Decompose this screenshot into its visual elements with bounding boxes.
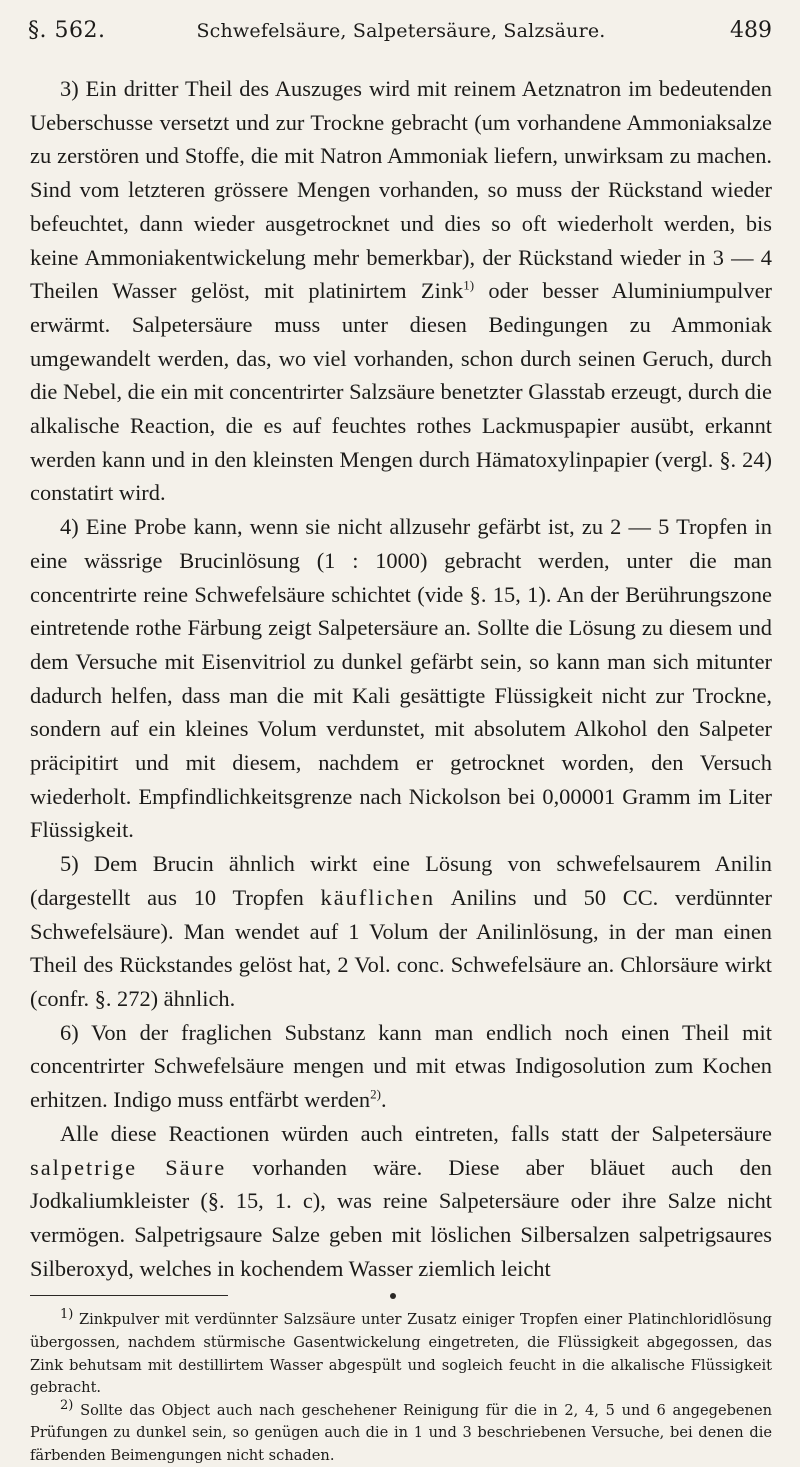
main-text [30, 72, 772, 1285]
section-number: §. 562. [28, 18, 106, 43]
paragraph-4: 4) Eine Probe kann, wenn sie nicht allzusehr gefärbt ist, zu 2 — 5 Tropfen in eine wässrige Brucinlösung (1 : 1000) gebracht werden, unter die man concentrirte reine Schwefelsäure schichtet (vide §. 15, 1). An der Berührungszone eintretende rothe Färbung zeigt Salpetersäure an. Sollte die Lösung zu diesem und dem Versuche mit Eisenvitriol zu dunkel gefärbt sein, so kann man sich mitunter dadurch helfen, dass man die mit Kali gesättigte Flüssigkeit nicht zur Trockne, sondern auf ein kleines Volum verdunstet, mit absolutem Alkohol den Salpeter präcipitirt und mit diesem, nachdem er getrocknet worden, den Versuch wiederholt. Empfindlichkeitsgrenze nach Nickolson bei 0,00001 Gramm im Liter Flüssigkeit. [30, 514, 772, 843]
footnote-2: $^{2)}$ Sollte das Object auch nach geschehener Reinigung für die in 2, 4, 5 und 6 angegebenen Prüfungen zu dunkel sein, so genügen auch die in 1 und 3 beschriebenen Versuche, bei denen die färbenden Beimengungen nicht schaden. [30, 1397, 772, 1464]
footnote-1: $^{1)}$ Zinkpulver mit verdünnter Salzsäure unter Zusatz einiger Tropfen einer Platinchloridlösung übergossen, nachdem stürmische Gasentwickelung eingetreten, die Flüssigkeit abgegossen, das Zink behutsam mit destillirtem Wasser abgespült und sogleich feucht in die alkalische Flüssigkeit gebracht. [30, 1307, 772, 1397]
footnote-ref-1: 1) [463, 277, 475, 293]
paragraph-5: 5) Dem Brucin ähnlich wirkt eine Lösung von schwefelsaurem Anilin (dargestellt aus 10 Tropfen käuflichen Anilins und 50 CC. verdünnter Schwefelsäure). Man wendet auf 1 Volum der Anilinlösung, in der man einen Theil des Rückstandes gelöst hat, 2 Vol. conc. Schwefelsäure an. Chlorsäure wirkt (confr. §. 272) ähnlich. [30, 851, 773, 1011]
footnotes [30, 1309, 772, 1467]
ink-dot [390, 1293, 396, 1299]
paragraph-7: Alle diese Reactionen würden auch eintreten, falls statt der Salpetersäure salpetrige Säure vorhanden wäre. Diese aber bläuet auch den Jodkaliumkleister (§. 15, 1. c), was reine Salpetersäure oder ihre Salze nicht vermögen. Salpetrigsaure Salze geben mit löslichen Silbersalzen salpetrigsaures Silberoxyd, welches in kochendem Wasser ziemlich leicht [30, 1120, 772, 1281]
emphasis-text: salpetrige Säure [30, 1154, 227, 1180]
emphasis-text: käuflichen [320, 884, 436, 910]
footnote-ref-2: 2) [370, 1086, 381, 1102]
paragraph-6: 6) Von der fraglichen Substanz kann man endlich noch einen Theil mit concentrirter Schwefelsäure mengen und mit etwas Indigosolution zum Kochen erhitzen. Indigo muss entfärbt werden$^{2)}$. [30, 1019, 772, 1113]
footnote-rule [30, 1295, 228, 1296]
paragraph-3: 3) Ein dritter Theil des Auszuges wird mit reinem Aetznatron im bedeutenden Ueberschusse versetzt und zur Trockne gebracht (um vorhandene Ammoniaksalze zu zerstören und Stoffe, die mit Natron Ammoniak liefern, unwirksam zu machen. Sind vom letzteren grössere Mengen vorhanden, so muss der Rückstand wieder befeuchtet, dann wieder ausgetrocknet und dies so oft wiederholt werden, bis keine Ammoniakentwickelung mehr bemerkbar), der Rückstand wieder in 3 — 4 Theilen Wasser gelöst, mit platinirtem Zink$^{1)}$ oder besser Aluminiumpulver erwärmt. Salpetersäure muss unter diesen Bedingungen zu Ammoniak umgewandelt werden, das, wo viel vorhanden, schon durch seinen Geruch, durch die Nebel, die ein mit concentrirter Salzsäure benetzter Glasstab erzeugt, durch die alkalische Reaction, die es auf feuchtes rothes Lackmuspapier ausübt, erkannt werden kann und in den kleinsten Mengen durch Hämatoxylinpapier (vergl. §. 24) constatirt wird. [30, 76, 772, 506]
running-header [30, 8, 772, 52]
book-page [30, 8, 772, 1467]
running-title: Schwefelsäure, Salpetersäure, Salzsäure. [196, 20, 606, 42]
footnote-separator [30, 1287, 772, 1309]
page-number: 489 [730, 18, 772, 43]
